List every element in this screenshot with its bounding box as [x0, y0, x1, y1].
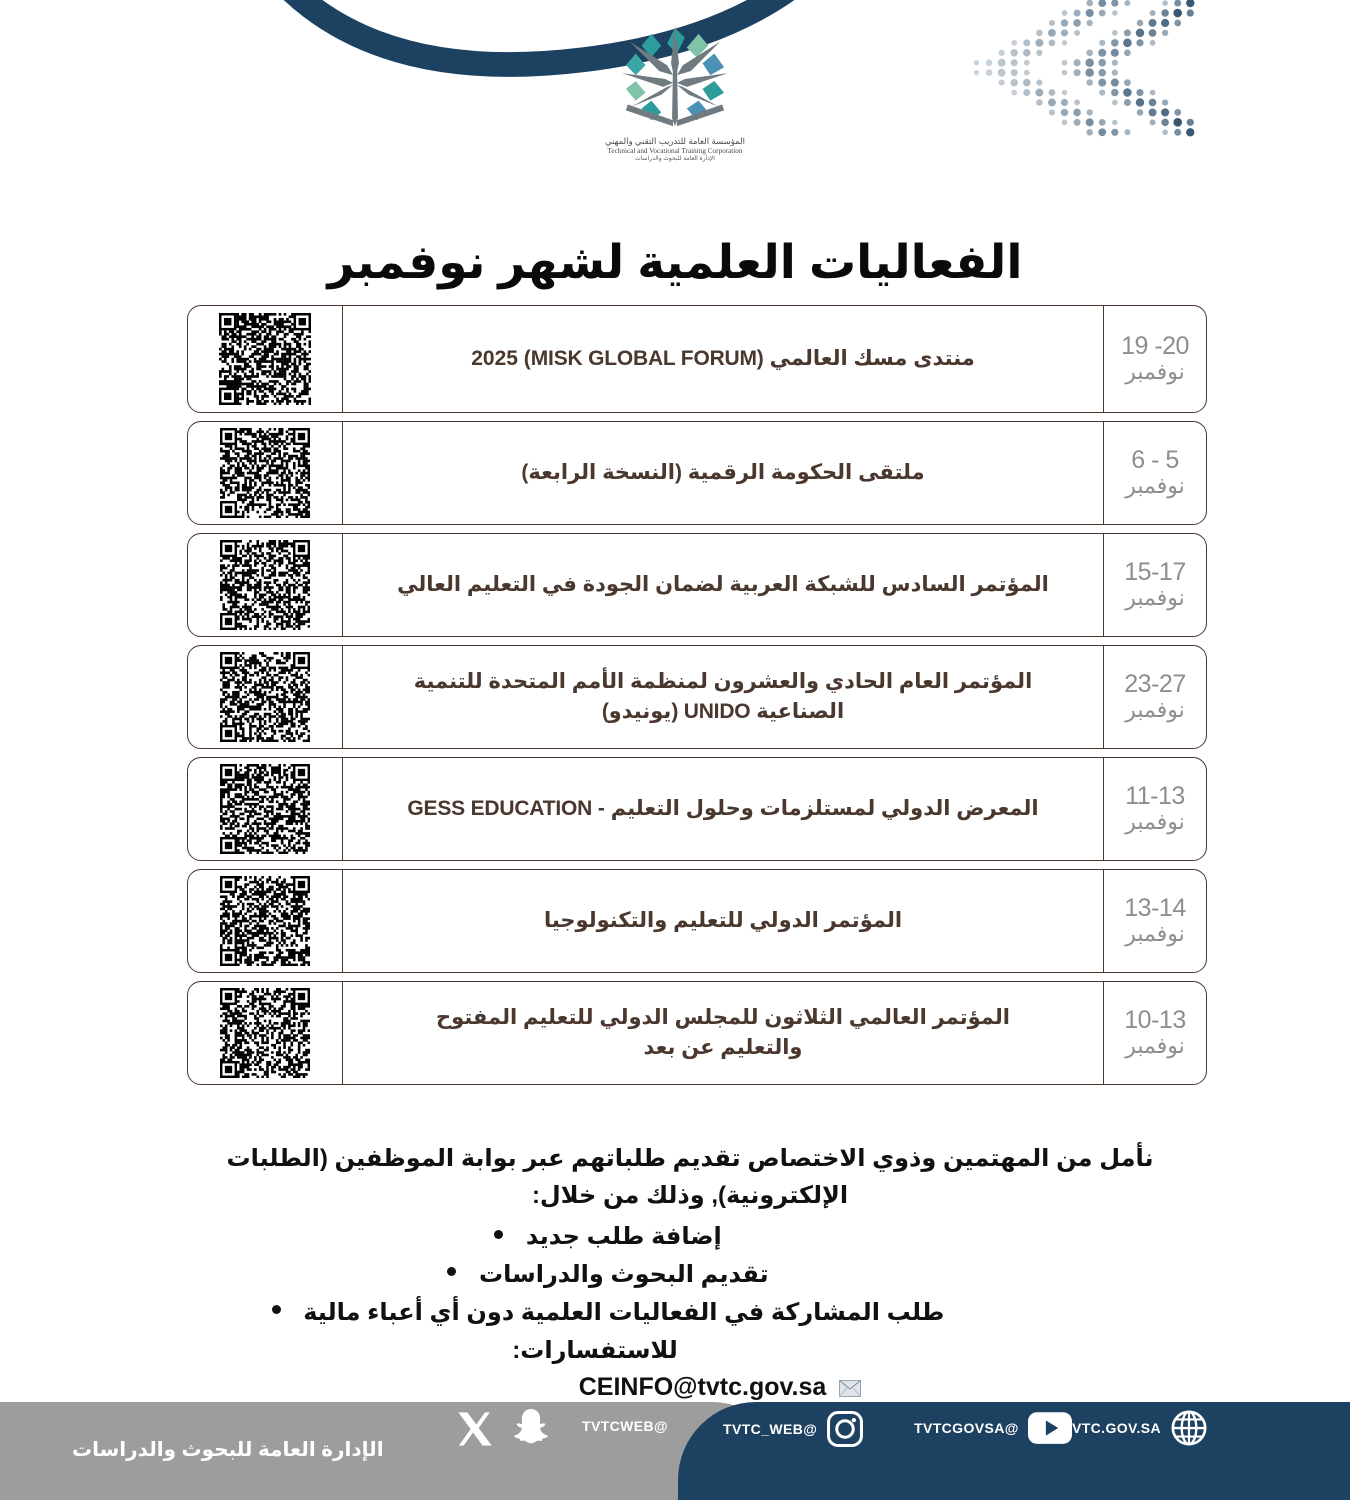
logo-name-en: Technical and Vocational Training Corporation: [607, 146, 743, 155]
event-title: المعرض الدولي لمستلزمات وحلول التعليم - GESS EDUCATION: [407, 796, 1039, 820]
table-row: [187, 869, 1207, 973]
event-date-days: 6 - 5: [1131, 446, 1179, 475]
bullet-text: طلب المشاركة في الفعاليات العلمية دون أي أعباء مالية: [303, 1299, 945, 1327]
snapchat-icon[interactable]: [510, 1407, 552, 1451]
header-banner: [0, 0, 1350, 225]
event-name-cell: [343, 982, 1103, 1084]
page-title: الفعاليات العلمية لشهر نوفمبر: [327, 235, 1023, 288]
table-row: [187, 305, 1207, 413]
event-date-cell: [1103, 422, 1206, 524]
x-twitter-icon[interactable]: [455, 1409, 495, 1449]
event-qr-cell[interactable]: [188, 646, 343, 748]
event-date-days: 23-27: [1124, 670, 1186, 699]
logo-name-ar: المؤسسة العامة للتدريب التقني والمهني: [605, 136, 745, 146]
event-date-days: 10-13: [1124, 1006, 1186, 1035]
event-title: المؤتمر العام الحادي والعشرون لمنظمة الأمم المتحدة للتنمية الصناعية UNIDO (يونيدو): [413, 669, 1033, 723]
social-handle-label: TVTC.GOV.SA: [1063, 1420, 1162, 1436]
event-date-cell: [1103, 982, 1206, 1084]
globe-icon[interactable]: [1170, 1409, 1208, 1447]
event-name-cell: [343, 870, 1103, 972]
note-bullet-list: [175, 1218, 1205, 1332]
dotted-chevron-decoration: [965, 0, 1205, 140]
logo-dept-ar: الإدارة العامة للبحوث والدراسات: [635, 155, 715, 162]
event-name-cell: [343, 646, 1103, 748]
social-website[interactable]: [1063, 1409, 1208, 1447]
social-handle-label: @TVTCWEB: [582, 1418, 669, 1434]
qr-code-icon[interactable]: [220, 988, 310, 1078]
tvtc-logo: [555, 24, 795, 164]
events-table: [187, 305, 1207, 1093]
event-title: المؤتمر الدولي للتعليم والتكنولوجيا: [543, 908, 903, 932]
event-date-cell: [1103, 870, 1206, 972]
event-title: المؤتمر العالمي الثلاثون للمجلس الدولي للتعليم المفتوح والتعليم عن بعد: [436, 1005, 1010, 1059]
table-row: [187, 533, 1207, 637]
event-date-cell: [1103, 306, 1206, 412]
qr-code-icon[interactable]: [219, 313, 311, 405]
event-date-cell: [1103, 534, 1206, 636]
event-name-cell: [343, 534, 1103, 636]
event-date-days: 11-13: [1125, 782, 1185, 811]
event-date-days: 19 -20: [1121, 332, 1189, 361]
instagram-icon[interactable]: [826, 1410, 864, 1448]
tvtc-logo-mark: [615, 24, 735, 134]
event-date-cell: [1103, 646, 1206, 748]
event-name-cell: [343, 758, 1103, 860]
qr-code-icon[interactable]: [220, 428, 310, 518]
footer: [0, 1380, 1350, 1500]
event-date-month: نوفمبر: [1125, 697, 1185, 723]
table-row: [187, 981, 1207, 1085]
qr-code-icon[interactable]: [220, 876, 310, 966]
qr-code-icon[interactable]: [220, 652, 310, 742]
social-handle-label: @TVTCGOVSA: [914, 1420, 1019, 1436]
list-item: [175, 1218, 1205, 1256]
social-youtube[interactable]: [914, 1412, 1072, 1444]
bullet-dot-icon: [272, 1305, 281, 1314]
event-date-days: 15-17: [1124, 558, 1186, 587]
bullet-text: إضافة طلب جديد: [525, 1223, 722, 1251]
note-section: [0, 1140, 1350, 1407]
event-title: المؤتمر السادس للشبكة العربية لضمان الجودة في التعليم العالي: [397, 572, 1049, 596]
event-qr-cell[interactable]: [188, 758, 343, 860]
event-date-month: نوفمبر: [1125, 1033, 1185, 1059]
table-row: [187, 645, 1207, 749]
event-qr-cell[interactable]: [188, 870, 343, 972]
event-date-cell: [1103, 758, 1206, 860]
bullet-dot-icon: [447, 1267, 456, 1276]
inquiries-label: للاستفسارات:: [512, 1337, 678, 1365]
social-handle-label: @TVTC_WEB: [723, 1421, 818, 1437]
list-item: [175, 1256, 1205, 1294]
event-date-month: نوفمبر: [1125, 359, 1185, 385]
bullet-text: تقديم البحوث والدراسات: [479, 1261, 769, 1289]
social-snapchat[interactable]: [510, 1407, 552, 1451]
event-title: منتدى مسك العالمي (MISK GLOBAL FORUM) 2025: [471, 346, 975, 370]
footer-department-label: الإدارة العامة للبحوث والدراسات: [72, 1439, 384, 1461]
list-item: [175, 1294, 1205, 1332]
social-instagram[interactable]: [723, 1410, 864, 1448]
qr-code-icon[interactable]: [220, 764, 310, 854]
social-x-handle-group: [582, 1418, 668, 1434]
table-row: [187, 757, 1207, 861]
bullet-dot-icon: [494, 1230, 503, 1239]
event-qr-cell[interactable]: [188, 422, 343, 524]
event-date-month: نوفمبر: [1125, 921, 1185, 947]
qr-code-icon[interactable]: [220, 540, 310, 630]
event-date-month: نوفمبر: [1125, 585, 1185, 611]
event-date-days: 13-14: [1124, 894, 1186, 923]
contact-email[interactable]: CEINFO@tvtc.gov.sa: [578, 1373, 827, 1402]
event-name-cell: [343, 422, 1103, 524]
event-date-month: نوفمبر: [1125, 473, 1185, 499]
note-paragraph: نأمل من المهتمين وذوي الاختصاص تقديم طلباتهم عبر بوابة الموظفين (الطلبات الإلكترونية), وذلك من خلال:: [226, 1145, 1154, 1210]
event-date-month: نوفمبر: [1125, 809, 1185, 835]
event-title: ملتقى الحكومة الرقمية (النسخة الرابعة): [521, 460, 925, 484]
event-qr-cell[interactable]: [188, 982, 343, 1084]
social-x-twitter[interactable]: [455, 1409, 495, 1449]
event-qr-cell[interactable]: [188, 306, 343, 412]
table-row: [187, 421, 1207, 525]
event-name-cell: [343, 306, 1103, 412]
event-qr-cell[interactable]: [188, 534, 343, 636]
